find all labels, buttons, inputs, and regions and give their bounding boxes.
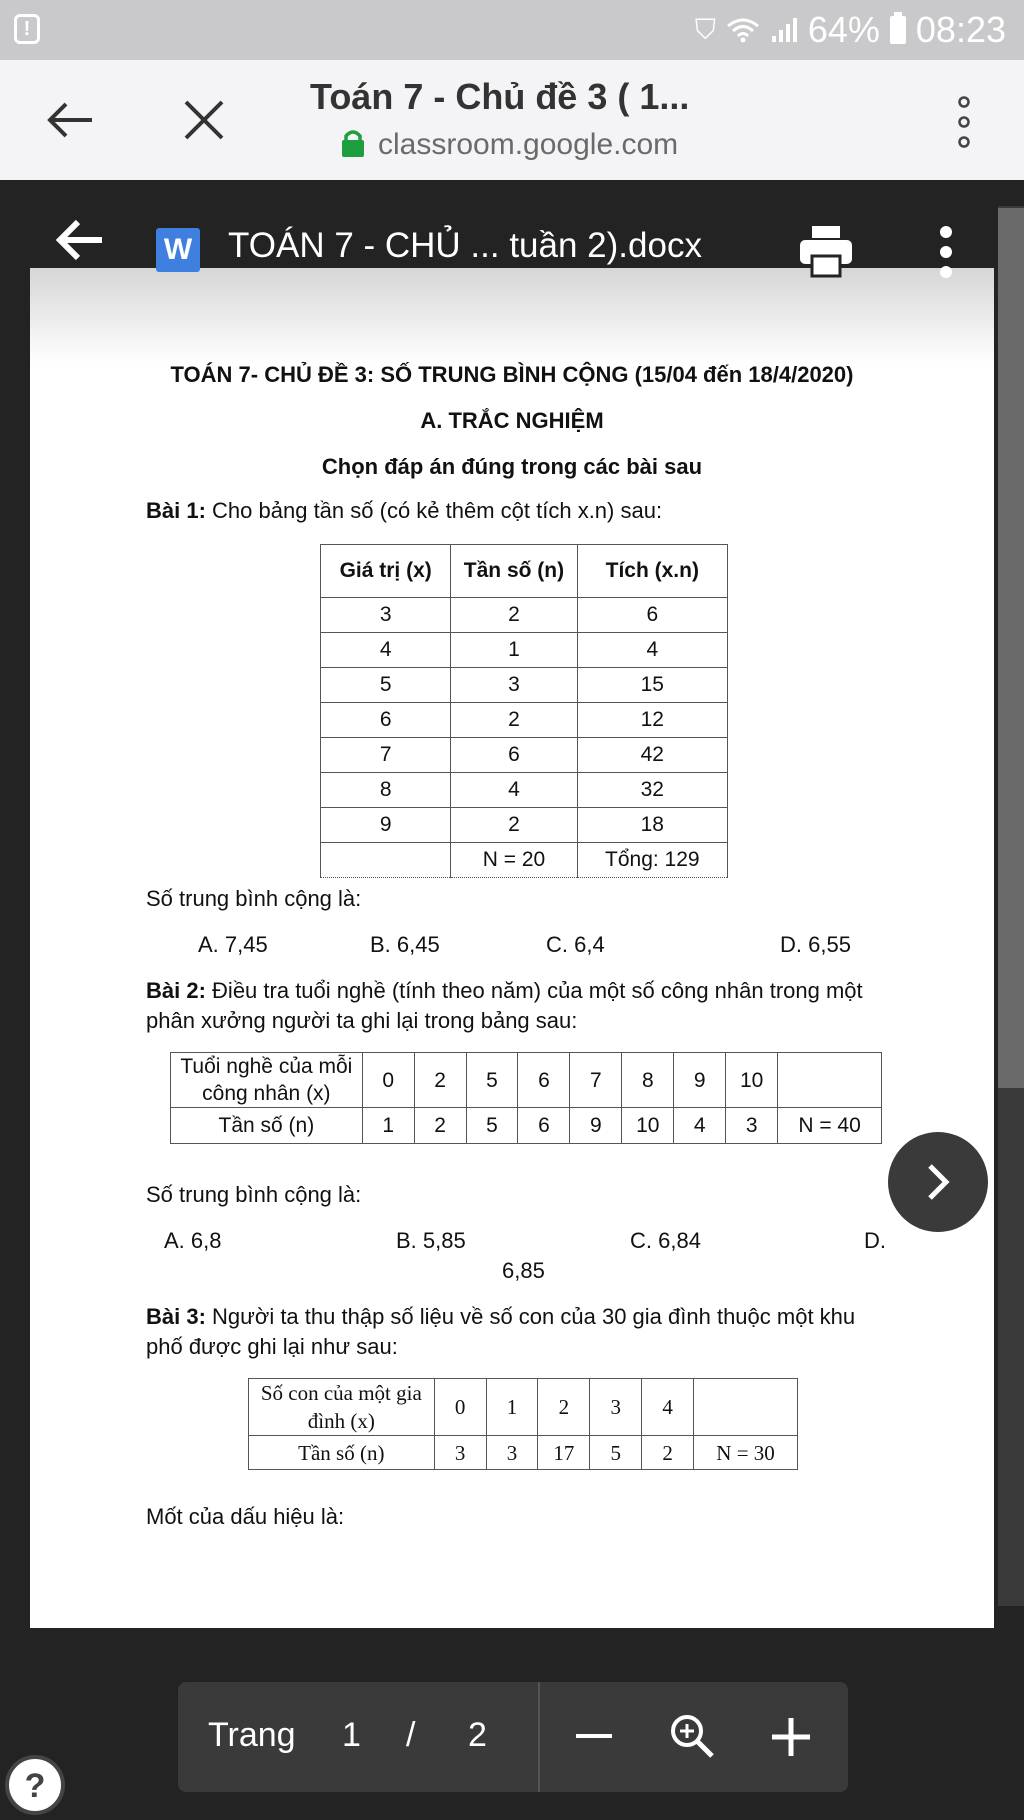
battery-percent: 64% — [807, 9, 880, 50]
table-cell: 4 — [642, 1379, 694, 1436]
viewer-toolbar — [0, 180, 1024, 296]
table-cell: 4 — [674, 1108, 726, 1144]
status-icons — [695, 8, 1006, 52]
instruction-text: Chọn đáp án đúng trong các bài sau — [321, 454, 703, 479]
lock-icon[interactable] — [340, 128, 366, 158]
notification-alert-icon: ! — [14, 14, 40, 44]
page-label: Trang — [208, 1716, 296, 1754]
battery-saver-icon: ⛉ — [694, 13, 716, 45]
row-header: Số con của một gia đình (x) — [249, 1379, 435, 1436]
q3-prompt: Mốt của dấu hiệu là: — [146, 1504, 345, 1529]
table-row — [321, 703, 728, 738]
page-title: Toán 7 - Chủ đề 3 ( 1... — [310, 76, 690, 117]
q2-option-d-value: 6,85 — [502, 1258, 545, 1283]
table-cell: 2 — [414, 1053, 466, 1108]
table-cell: 5 — [590, 1436, 642, 1470]
table-cell: 1 — [486, 1379, 538, 1436]
table-cell: 10 — [726, 1053, 778, 1108]
table-cell: 17 — [538, 1436, 590, 1470]
q2-body: Điều tra tuổi nghề (tính theo năm) của một số công nhân trong một — [212, 978, 863, 1003]
q2-option-b: B. 5,85 — [396, 1228, 466, 1253]
q2-table — [170, 1052, 882, 1144]
status-bar — [0, 0, 1024, 60]
document-title: TOÁN 7 - CHỦ ... tuần 2).docx — [228, 226, 702, 265]
table-cell: 4 — [321, 633, 451, 668]
q1-option-d: D. 6,55 — [780, 932, 851, 957]
current-page[interactable]: 1 — [342, 1716, 361, 1754]
table-cell: 12 — [577, 703, 727, 738]
table-row — [321, 598, 728, 633]
table-cell: 4 — [451, 773, 577, 808]
table-cell: 3 — [451, 668, 577, 703]
table-cell: 1 — [362, 1108, 414, 1144]
table-cell: 3 — [321, 598, 451, 633]
viewer-more-options-icon[interactable] — [936, 224, 956, 280]
table-cell — [694, 1379, 798, 1436]
table-cell: 8 — [321, 773, 451, 808]
table-cell: 3 — [434, 1436, 486, 1470]
help-icon[interactable] — [2, 1752, 68, 1818]
table-row — [321, 808, 728, 843]
word-file-icon: W — [156, 228, 200, 272]
table-cell: 18 — [577, 808, 727, 843]
table-cell: 9 — [321, 808, 451, 843]
table-row — [321, 843, 728, 878]
chevron-right-icon — [888, 1132, 988, 1232]
table-cell: 1 — [451, 633, 577, 668]
zoom-out-button[interactable] — [576, 1734, 612, 1738]
table-row — [171, 1108, 882, 1144]
table-cell: 3 — [726, 1108, 778, 1144]
table-cell: 6 — [451, 738, 577, 773]
table-cell: Tổng: 129 — [577, 843, 727, 878]
q1-text — [146, 498, 662, 524]
page-separator: / — [406, 1716, 416, 1754]
table-cell: 0 — [362, 1053, 414, 1108]
q3-label: Bài 3: — [146, 1304, 206, 1329]
q1-table — [320, 544, 728, 878]
zoom-in-button[interactable] — [770, 1716, 812, 1758]
q2-option-c: C. 6,84 — [630, 1228, 701, 1253]
table-row — [249, 1436, 798, 1470]
table-cell: 8 — [622, 1053, 674, 1108]
q1-option-a: A. 7,45 — [198, 932, 268, 957]
table-row — [321, 633, 728, 668]
table-cell: 15 — [577, 668, 727, 703]
doc-heading: TOÁN 7- CHỦ ĐỀ 3: SỐ TRUNG BÌNH CỘNG (15/04 đến 18/4/2020) — [170, 362, 854, 387]
total-pages: 2 — [468, 1716, 487, 1754]
table-cell: 2 — [414, 1108, 466, 1144]
table-cell: 5 — [466, 1053, 518, 1108]
more-options-icon[interactable] — [952, 92, 976, 152]
table-cell — [778, 1053, 882, 1108]
table-cell: 2 — [451, 703, 577, 738]
print-icon[interactable] — [798, 224, 854, 278]
q1-option-c: C. 6,4 — [546, 932, 605, 957]
table-cell — [321, 843, 451, 878]
q3-table — [248, 1378, 798, 1470]
table-cell: 9 — [674, 1053, 726, 1108]
table-cell: N = 30 — [694, 1436, 798, 1470]
signal-icon — [770, 16, 798, 44]
table-cell: 5 — [466, 1108, 518, 1144]
table-cell: 6 — [321, 703, 451, 738]
table-cell: 6 — [577, 598, 727, 633]
table-header: Tần số (n) — [451, 545, 577, 598]
table-cell: 5 — [321, 668, 451, 703]
q2-text-line1 — [146, 978, 863, 1004]
q2-prompt: Số trung bình cộng là: — [146, 1182, 362, 1207]
page-control — [178, 1682, 848, 1792]
table-row — [321, 738, 728, 773]
browser-toolbar — [0, 60, 1024, 180]
table-cell: 7 — [321, 738, 451, 773]
table-row — [321, 773, 728, 808]
document-viewer — [0, 180, 1024, 1820]
table-header: Tích (x.n) — [577, 545, 727, 598]
table-cell: 10 — [622, 1108, 674, 1144]
table-cell: 0 — [434, 1379, 486, 1436]
table-header-row — [321, 545, 728, 598]
url-text[interactable]: classroom.google.com — [378, 128, 679, 161]
q2-label: Bài 2: — [146, 978, 206, 1003]
table-cell: 6 — [518, 1108, 570, 1144]
q2-option-a: A. 6,8 — [164, 1228, 222, 1253]
q1-body: Cho bảng tần số (có kẻ thêm cột tích x.n) sau: — [212, 498, 663, 523]
battery-icon — [890, 16, 906, 44]
q1-label: Bài 1: — [146, 498, 206, 523]
table-cell: 6 — [518, 1053, 570, 1108]
clock: 08:23 — [915, 9, 1006, 50]
divider — [538, 1682, 540, 1792]
back-arrow-icon[interactable] — [42, 92, 98, 148]
table-cell: 32 — [577, 773, 727, 808]
row-header: Tần số (n) — [249, 1436, 435, 1470]
table-row — [249, 1379, 798, 1436]
q3-text-line1 — [146, 1304, 855, 1330]
q3-body: Người ta thu thập số liệu về số con của 30 gia đình thuộc một khu — [212, 1304, 856, 1329]
table-cell: 3 — [590, 1379, 642, 1436]
table-cell: 42 — [577, 738, 727, 773]
table-cell: 2 — [451, 598, 577, 633]
q3-text-line2: phố được ghi lại như sau: — [146, 1334, 398, 1359]
svg-text:?: ? — [24, 1767, 46, 1805]
next-page-button[interactable] — [888, 1132, 988, 1232]
table-row — [321, 668, 728, 703]
table-row — [171, 1053, 882, 1108]
q2-text-line2: phân xưởng người ta ghi lại trong bảng sau: — [146, 1008, 578, 1033]
table-cell: 3 — [486, 1436, 538, 1470]
table-cell: N = 40 — [778, 1108, 882, 1144]
close-icon[interactable] — [176, 92, 232, 148]
zoom-icon[interactable] — [668, 1712, 716, 1760]
wifi-icon — [726, 16, 760, 44]
table-cell: 9 — [570, 1108, 622, 1144]
table-cell: N = 20 — [451, 843, 577, 878]
table-cell: 2 — [642, 1436, 694, 1470]
q2-option-d: D. — [864, 1228, 886, 1253]
table-cell: 2 — [538, 1379, 590, 1436]
row-header: Tần số (n) — [171, 1108, 363, 1144]
table-cell: 7 — [570, 1053, 622, 1108]
q1-option-b: B. 6,45 — [370, 932, 440, 957]
row-header: Tuổi nghề của mỗi công nhân (x) — [171, 1053, 363, 1108]
table-cell: 4 — [577, 633, 727, 668]
viewer-back-arrow-icon[interactable] — [52, 212, 108, 268]
section-a-title: A. TRẮC NGHIỆM — [420, 408, 604, 433]
q1-prompt: Số trung bình cộng là: — [146, 886, 362, 911]
scrollbar-thumb[interactable] — [998, 208, 1024, 1088]
table-cell: 2 — [451, 808, 577, 843]
document-page — [30, 268, 994, 1628]
table-header: Giá trị (x) — [321, 545, 451, 598]
